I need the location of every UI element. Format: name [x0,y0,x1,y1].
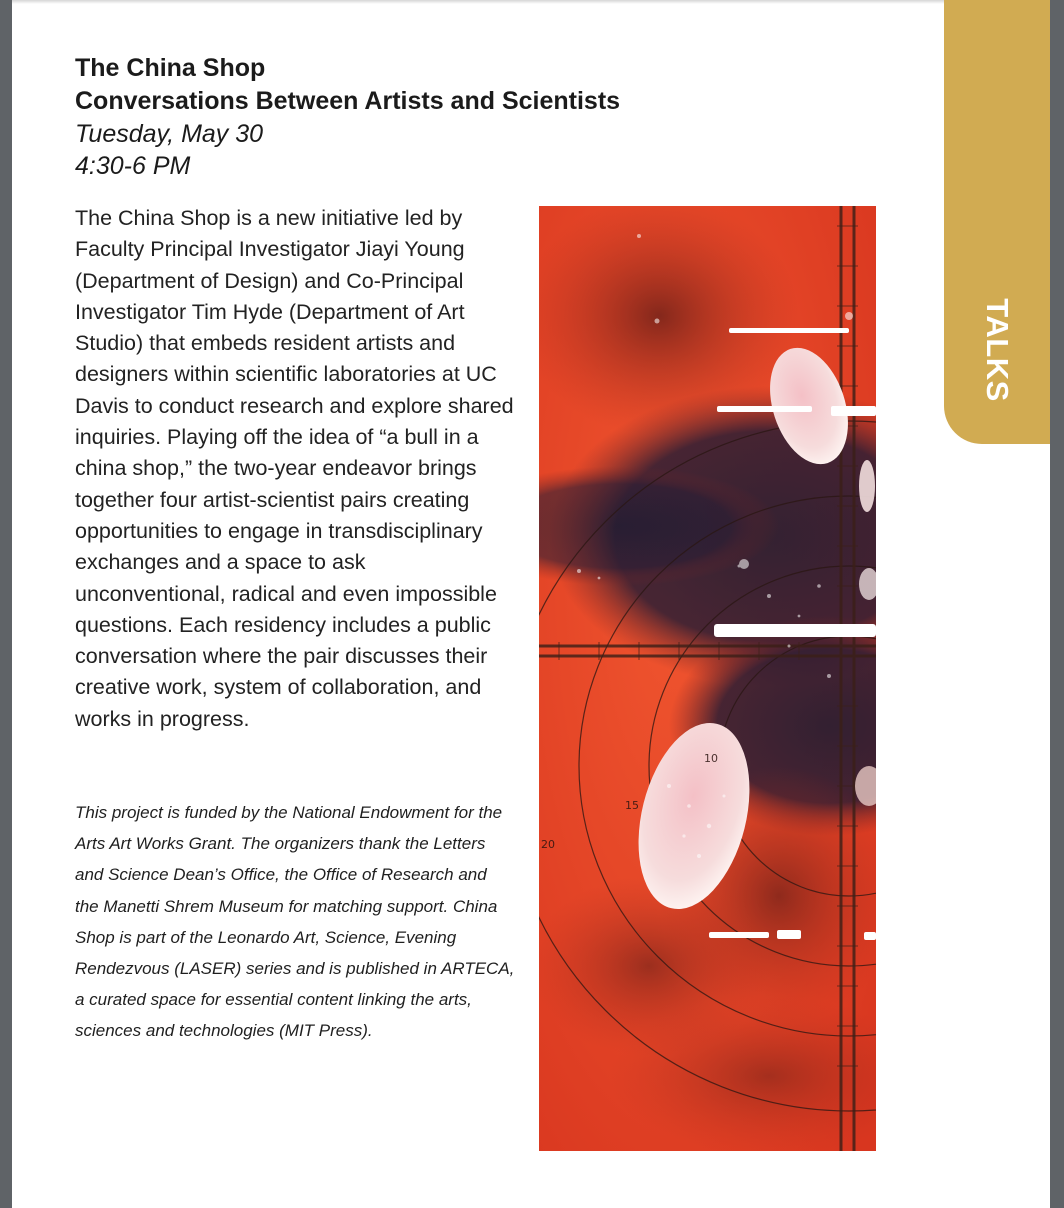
artwork-image [539,206,876,1151]
event-time: 4:30-6 PM [75,152,191,180]
artwork-scale-label: 10 [704,752,718,765]
artwork-scale-label: 15 [625,799,639,812]
section-tab [944,0,1050,444]
event-description: The China Shop is a new initiative led by Faculty Principal Investigator Jiayi Young (Department of Design) and Co-Principal Investigator Tim Hyde (Department of Art Studio) that embeds resident artists and designers within scientific laboratories at UC Davis to conduct research and explore shared inquiries. Playing off the idea of “a bull in a china shop,” the two-year endeavor brings together four artist-scientist pairs creating opportunities to engage in transdisciplinary exchanges and a space to ask unconventional, radical and even impossible questions. Each residency includes a public conversation where the pair discusses their creative work, system of collaboration, and works in progress. [75,206,514,731]
document-page [12,0,1050,1208]
event-title: The China Shop [75,54,266,82]
event-header [75,52,620,182]
event-subtitle: Conversations Between Artists and Scientists [75,87,621,115]
artwork-scale-label: 20 [541,838,555,851]
artwork-illustration [539,206,876,1151]
funding-note: This project is funded by the National Endowment for the Arts Art Works Grant. The organizers thank the Letters and Science Dean’s Office, the Office of Research and the Manetti Shrem Museum for matching support. China Shop is part of the Leonardo Art, Science, Evening Rendezvous (LASER) series and is published in ARTECA, a curated space for essential content linking the arts, sciences and technologies (MIT Press). [75,803,515,1041]
section-tab-label: TALKS [980,298,1015,402]
event-date: Tuesday, May 30 [75,120,264,148]
page-edge-shadow [12,0,1050,4]
